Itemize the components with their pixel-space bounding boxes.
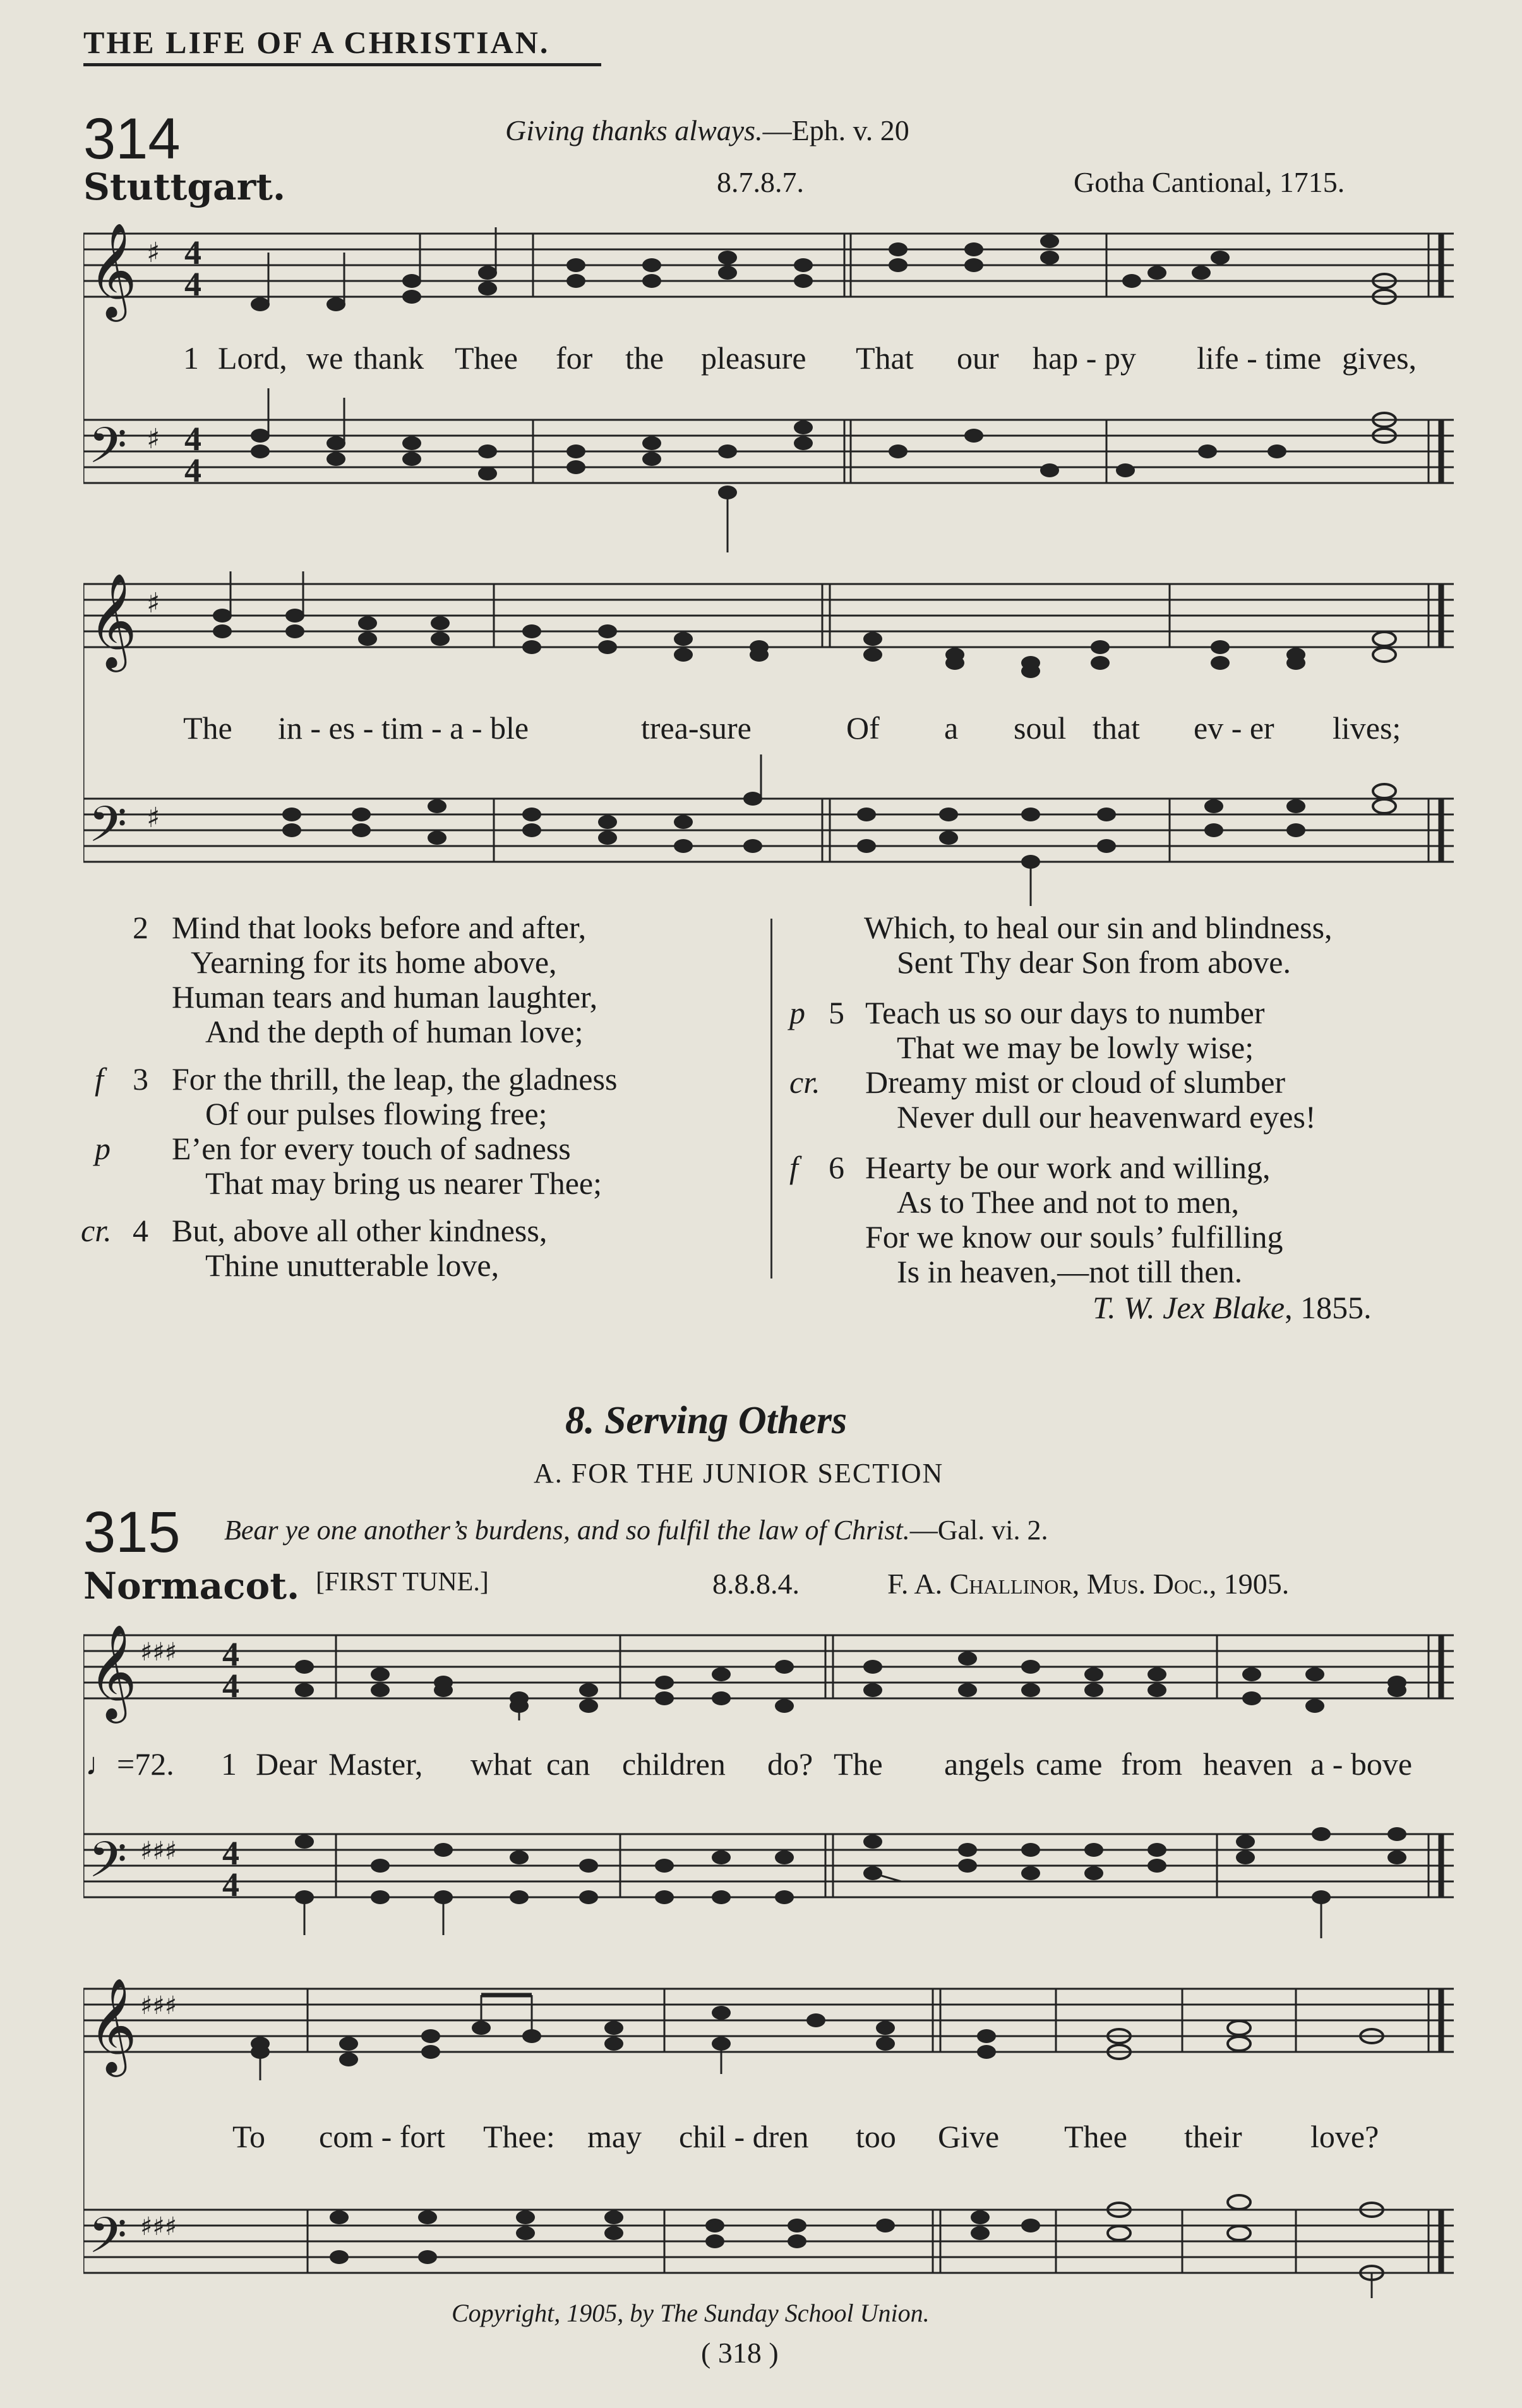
- hymn-315-copyright: Copyright, 1905, by The Sunday School Union.: [452, 2299, 930, 2327]
- verse-line: For we know our souls’ fulfilling: [865, 1219, 1283, 1255]
- hymn-314-text-reference: Giving thanks always.—Eph. v. 20: [505, 114, 909, 146]
- svg-text:4: 4: [184, 420, 201, 458]
- verse-line: Which, to heal our sin and blindness,: [864, 910, 1333, 945]
- hymn-315-lyric-s2-6: too: [856, 2119, 896, 2154]
- hymn-315-number: 315: [83, 1500, 181, 1565]
- hymn-315-lyric-1: 1: [221, 1746, 237, 1782]
- hymn-314-lyric-3: we: [306, 340, 344, 376]
- verse-line: Of our pulses flowing free;: [205, 1096, 548, 1131]
- hymn-314-lyric-s2-9: lives;: [1333, 710, 1401, 746]
- verse-line: That we may be lowly wise;: [897, 1030, 1254, 1065]
- svg-text:𝄢: 𝄢: [88, 2207, 128, 2277]
- svg-text:𝄞: 𝄞: [88, 572, 137, 668]
- verse-line: Is in heaven,—not till then.: [897, 1254, 1243, 1289]
- hymn-315-tempo: ♩=72.: [85, 1746, 174, 1782]
- verse-line: Sent Thy dear Son from above.: [897, 945, 1291, 980]
- svg-text:𝄢: 𝄢: [88, 417, 128, 487]
- hymn-315-lyric-13: a - bove: [1310, 1746, 1413, 1782]
- hymn-314-music-system-1: [83, 215, 1454, 568]
- svg-text:𝄞: 𝄞: [88, 1977, 137, 2073]
- svg-text:♯♯♯: ♯♯♯: [140, 1991, 177, 2020]
- hymn-315-text-reference: Bear ye one another’s burdens, and so fulfil the law of Christ.—Gal. vi. 2.: [224, 1515, 1048, 1546]
- hymn-315-lyric-5: can: [546, 1746, 590, 1782]
- svg-text:4: 4: [184, 451, 201, 489]
- hymn-314-lyric-11: hap - py: [1033, 340, 1136, 376]
- hymn-315-composer: F. A. Challinor, Mus. Doc., 1905.: [887, 1568, 1290, 1600]
- section-title: 8. Serving Others: [565, 1399, 848, 1442]
- hymn-315-lyric-s2-2: com - fort: [319, 2119, 445, 2154]
- verse-line: Human tears and human laughter,: [172, 979, 598, 1015]
- svg-text:𝄢: 𝄢: [88, 796, 128, 866]
- verse-line: For the thrill, the leap, the gladness: [172, 1061, 618, 1097]
- dynamic-mark: f: [789, 1150, 798, 1185]
- verse-line: Yearning for its home above,: [191, 945, 557, 980]
- svg-text:♯: ♯: [147, 802, 160, 834]
- running-head: THE LIFE OF A CHRISTIAN.: [83, 25, 550, 60]
- svg-text:𝄞: 𝄞: [88, 222, 137, 318]
- hymn-315-lyric-7: do?: [767, 1746, 813, 1782]
- hymn-314-lyric-5: Thee: [455, 340, 518, 376]
- hymn-314-lyric-s2-3: trea-sure: [641, 710, 752, 746]
- verse-line: But, above all other kindness,: [172, 1213, 548, 1248]
- hymn-315-lyric-12: heaven: [1203, 1746, 1293, 1782]
- hymn-315-lyric-s2-4: may: [587, 2119, 642, 2154]
- hymn-315-lyric-s2-1: To: [232, 2119, 266, 2154]
- hymn-314-lyric-13: gives,: [1342, 340, 1417, 376]
- hymn-315-lyric-8: The: [834, 1746, 883, 1782]
- hymn-314-lyric-7: the: [625, 340, 664, 376]
- dynamic-mark: f: [95, 1061, 104, 1097]
- hymn-314-lyric-s2-5: a: [944, 710, 959, 746]
- svg-text:4: 4: [222, 1635, 239, 1673]
- svg-text:♯♯♯: ♯♯♯: [140, 1837, 177, 1866]
- verse-2-number: 2: [133, 910, 148, 945]
- hymn-315-lyric-s2-10: love?: [1310, 2119, 1379, 2154]
- verse-line: Teach us so our days to number: [865, 995, 1265, 1030]
- hymn-314-lyric-10: our: [957, 340, 999, 376]
- hymn-314-lyric-9: That: [856, 340, 914, 376]
- verse-line: Dreamy mist or cloud of slumber: [865, 1064, 1286, 1100]
- svg-text:♯: ♯: [147, 237, 160, 269]
- hymn-314-lyric-12: life - time: [1197, 340, 1322, 376]
- hymn-315-lyric-11: from: [1121, 1746, 1183, 1782]
- svg-text:4: 4: [222, 1866, 239, 1904]
- verse-3-number: 3: [133, 1061, 148, 1097]
- svg-text:4: 4: [222, 1834, 239, 1872]
- dynamic-mark: p: [95, 1131, 111, 1166]
- hymn-315-lyric-s2-5: chil - dren: [679, 2119, 809, 2154]
- svg-text:𝄞: 𝄞: [88, 1623, 137, 1719]
- hymn-315-lyric-s2-9: their: [1184, 2119, 1242, 2154]
- svg-text:4: 4: [184, 265, 201, 303]
- hymn-314-lyric-4: thank: [354, 340, 424, 376]
- verse-line: Mind that looks before and after,: [172, 910, 587, 945]
- hymn-315-tune-name: Normacot.: [83, 1565, 300, 1607]
- hymn-315-tune-note: [FIRST TUNE.]: [316, 1568, 489, 1597]
- verse-line: As to Thee and not to men,: [897, 1184, 1240, 1220]
- hymn-315-music-system-1: [83, 1623, 1454, 1964]
- hymn-314-lyric-6: for: [556, 340, 593, 376]
- dynamic-mark: cr.: [789, 1064, 820, 1100]
- hymn-314-lyric-s2-1: The: [183, 710, 232, 746]
- hymn-315-lyric-3: Master,: [328, 1746, 423, 1782]
- svg-text:♯: ♯: [147, 587, 160, 619]
- verse-line: E’en for every touch of sadness: [172, 1131, 571, 1166]
- hymn-315-lyric-6: children: [622, 1746, 726, 1782]
- svg-text:4: 4: [184, 234, 201, 271]
- hymn-315-lyric-2: Dear: [256, 1746, 318, 1782]
- dynamic-mark: p: [789, 995, 805, 1030]
- verse-4-number: 4: [133, 1213, 148, 1248]
- verse-line: Thine unutterable love,: [205, 1248, 500, 1283]
- hymn-314-author: T. W. Jex Blake, 1855.: [1093, 1290, 1372, 1325]
- hymn-315-lyric-9: angels: [944, 1746, 1025, 1782]
- hymn-315-lyric-10: came: [1036, 1746, 1103, 1782]
- verse-5-number: 5: [829, 995, 844, 1030]
- dynamic-mark: cr.: [81, 1213, 112, 1248]
- verse-line: Hearty be our work and willing,: [865, 1150, 1271, 1185]
- svg-text:4: 4: [222, 1667, 239, 1705]
- hymn-314-lyric-s2-2: in - es - tim - a - ble: [278, 710, 529, 746]
- verse-line: Never dull our heavenward eyes!: [897, 1099, 1316, 1135]
- running-head-rule: [83, 63, 601, 66]
- hymn-314-lyric-1: 1: [183, 340, 199, 376]
- hymn-314-composer: Gotha Cantional, 1715.: [1074, 166, 1345, 198]
- verse-6-number: 6: [829, 1150, 844, 1185]
- hymn-314-lyric-8: pleasure: [701, 340, 806, 376]
- hymn-315-lyric-s2-8: Thee: [1064, 2119, 1127, 2154]
- hymn-314-number: 314: [83, 107, 181, 171]
- hymn-314-lyric-s2-8: ev - er: [1194, 710, 1274, 746]
- hymn-315-meter: 8.8.8.4.: [712, 1568, 800, 1600]
- section-subtitle: A. FOR THE JUNIOR SECTION: [534, 1458, 944, 1489]
- hymn-314-lyric-s2-4: Of: [846, 710, 880, 746]
- hymn-314-meter: 8.7.8.7.: [717, 166, 804, 198]
- hymn-314-lyric-s2-6: soul: [1014, 710, 1067, 746]
- hymn-315-lyric-s2-3: Thee:: [483, 2119, 555, 2154]
- verse-line: And the depth of human love;: [205, 1014, 584, 1049]
- hymn-314-lyric-2: Lord,: [218, 340, 287, 376]
- verse-line: That may bring us nearer Thee;: [205, 1165, 602, 1201]
- svg-text:♯: ♯: [147, 423, 160, 455]
- hymn-315-lyric-s2-7: Give: [938, 2119, 1000, 2154]
- hymn-314-lyric-s2-7: that: [1093, 710, 1140, 746]
- svg-text:♯♯♯: ♯♯♯: [140, 2212, 177, 2241]
- svg-text:♯♯♯: ♯♯♯: [140, 1638, 177, 1667]
- svg-text:𝄢: 𝄢: [88, 1832, 128, 1901]
- page-number: ( 318 ): [701, 2337, 779, 2369]
- hymn-315-lyric-4: what: [470, 1746, 532, 1782]
- verse-column-divider: [770, 919, 772, 1279]
- hymn-314-tune-name: Stuttgart.: [83, 165, 286, 208]
